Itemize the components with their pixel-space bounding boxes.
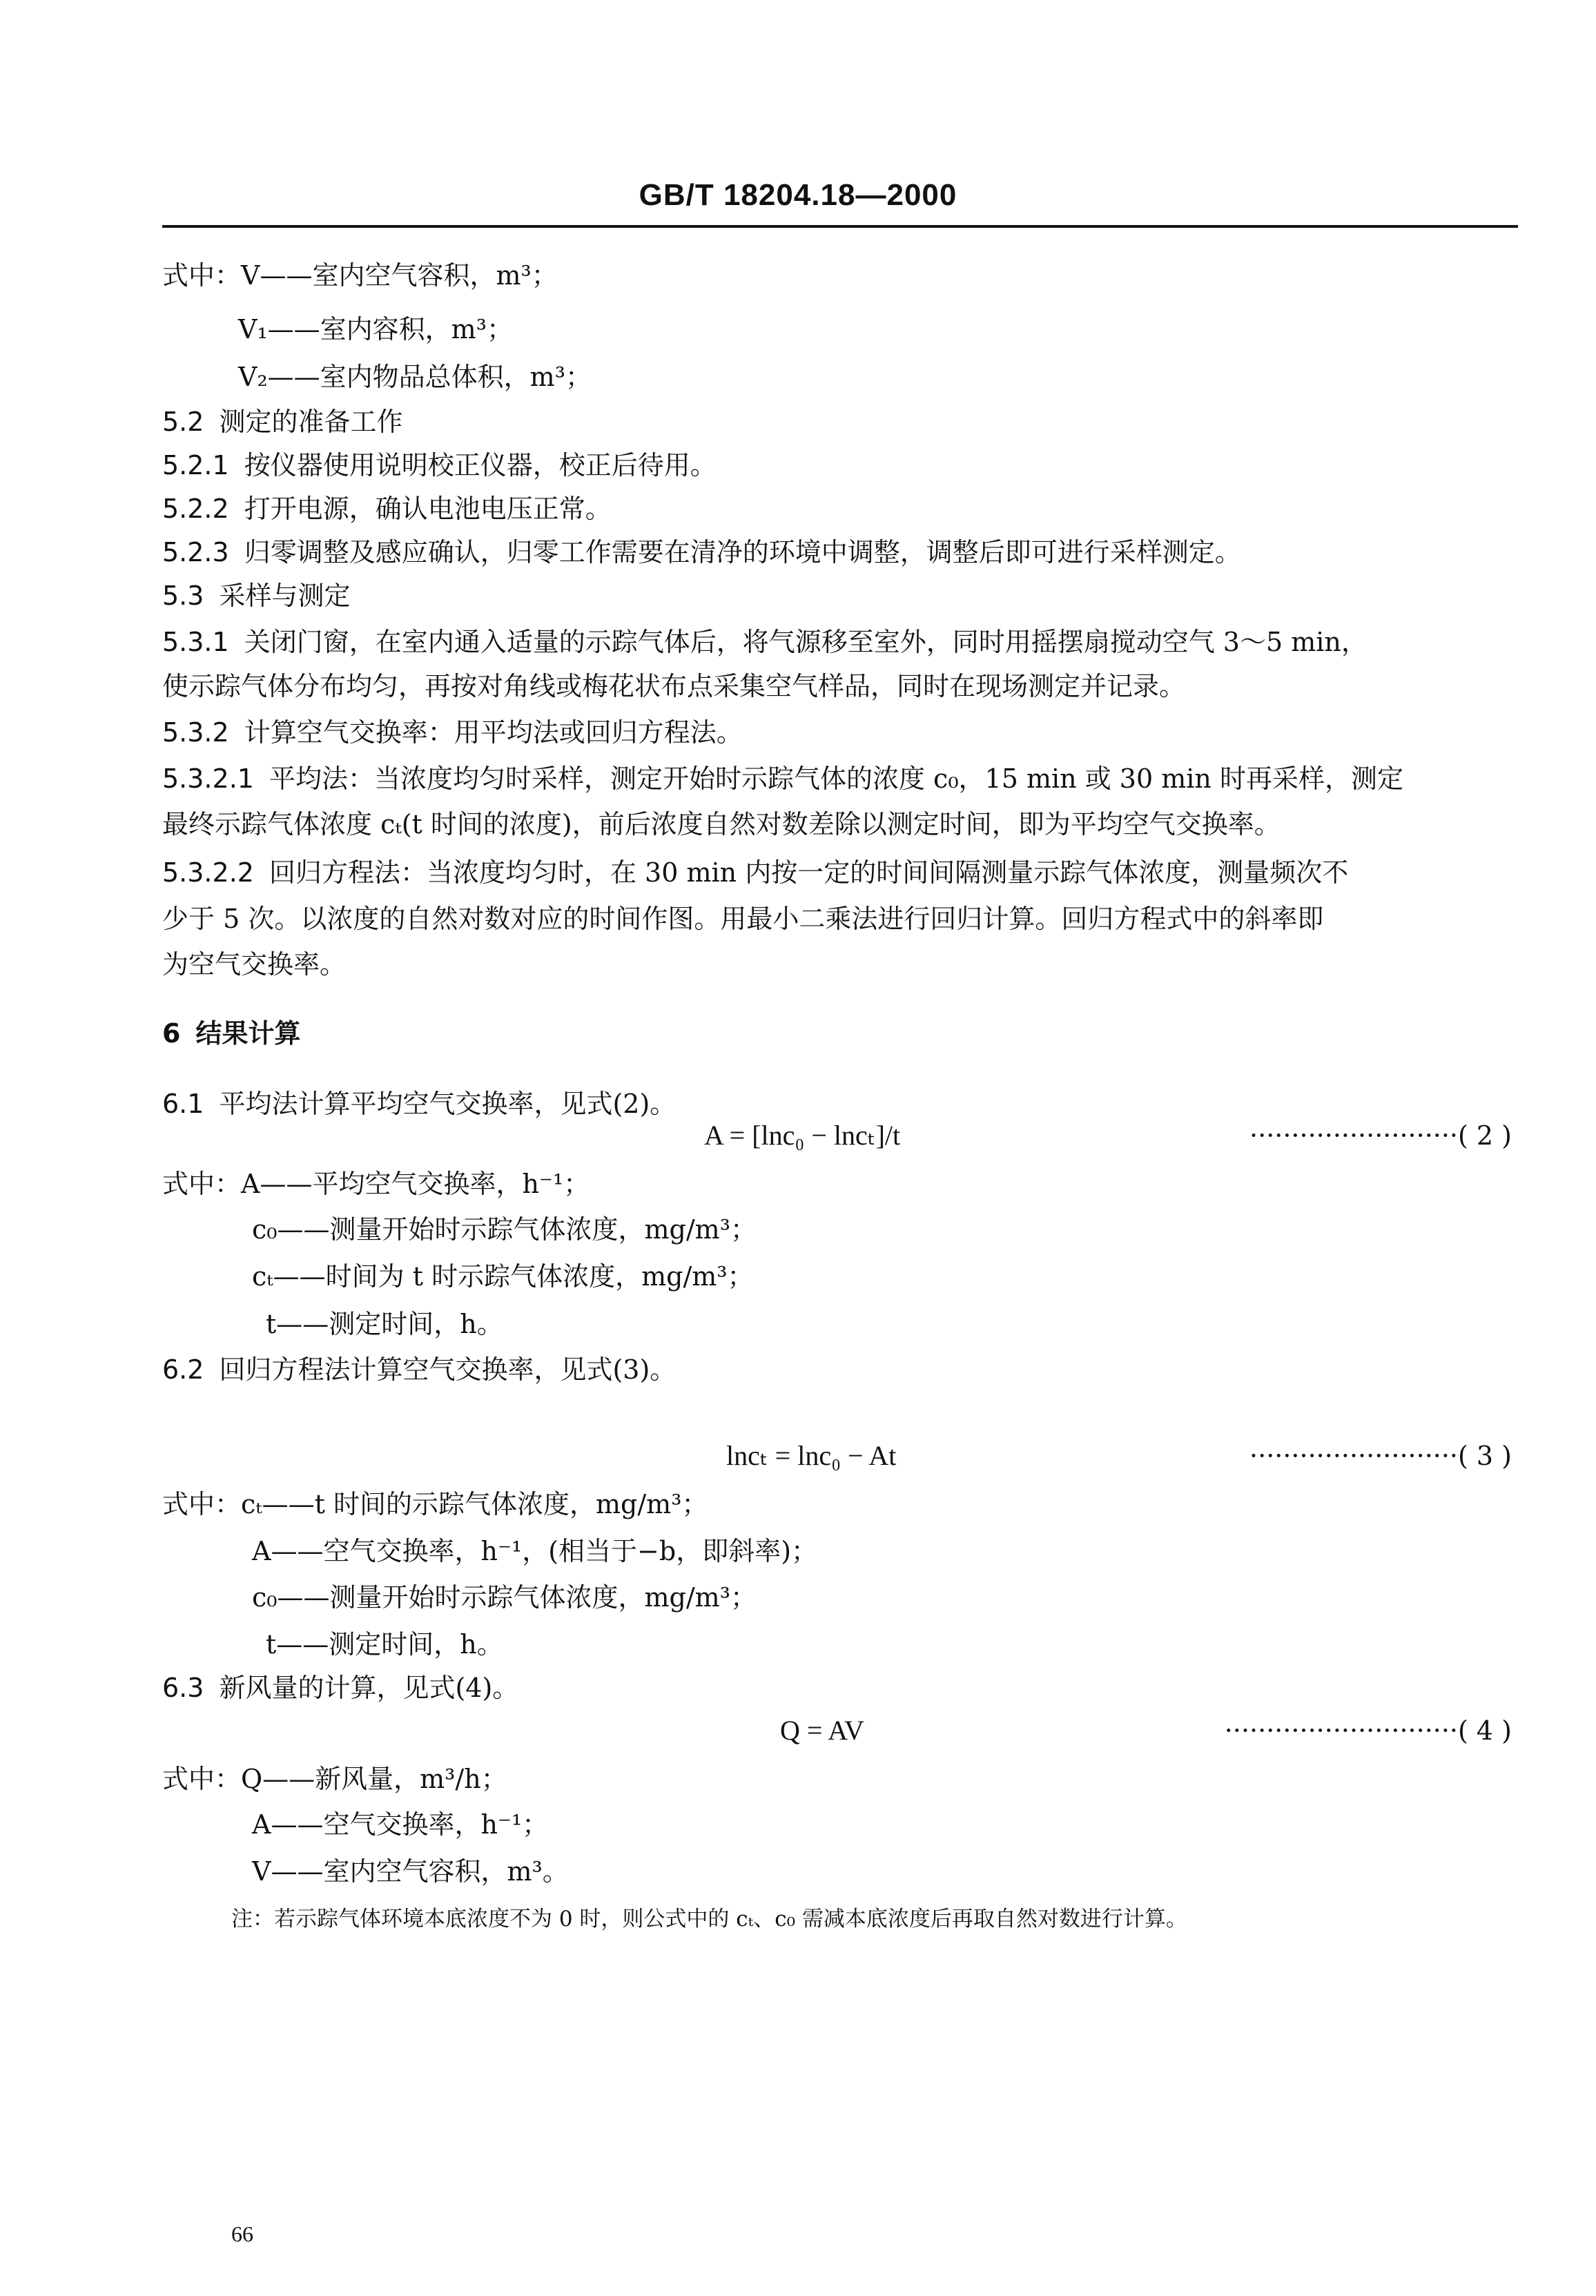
section-number: 5.3.2.1 [162,763,254,794]
equation-2: A = [lnc₀ − lncₜ]/t [704,1120,901,1151]
section-5-3-1 [162,621,1518,663]
section-text: 计算空气交换率：用平均法或回归方程法。 [244,717,743,748]
section-5-2-3 [162,531,1518,574]
section-number: 5.2 [162,407,204,437]
section-5-3 [162,574,1518,617]
section-number: 5.2.1 [162,450,229,480]
section-number: 6.1 [162,1089,204,1119]
section-text: 打开电源，确认电池电压正常。 [244,494,612,524]
section-5-2-1 [162,444,1518,487]
section-text: 平均法计算平均空气交换率，见式(2)。 [219,1089,677,1119]
section-5-2 [162,400,1518,443]
section-text: 新风量的计算，见式(4)。 [219,1673,519,1703]
where-q: 式中：Q——新风量，m³/h； [162,1764,507,1794]
equation-4: Q = AV [780,1715,864,1746]
where-a-3: A——空气交换率，h⁻¹，(相当于−b，即斜率)； [252,1536,818,1566]
section-number: 6.3 [162,1673,204,1703]
section-number: 5.3.1 [162,627,229,657]
where-ct: cₜ——时间为 t 时示踪气体浓度，mg/m³； [252,1261,754,1292]
section-5-3-1-cont: 使示踪气体分布均匀，再按对角线或梅花状布点采集空气样品，同时在现场测定并记录。 [162,671,1186,701]
section-number: 5.3.2 [162,717,229,748]
section-text: 回归方程法：当浓度均匀时，在 30 min 内按一定的时间间隔测量示踪气体浓度，测量频次不 [269,857,1349,888]
section-5-3-2-2-cont1: 少于 5 次。以浓度的自然对数对应的时间作图。用最小二乘法进行回归计算。回归方程式中的斜率即 [162,904,1324,934]
section-text: 归零调整及感应确认，归零工作需要在清净的环境中调整，调整后即可进行采样测定。 [244,537,1241,567]
section-text: 平均法：当浓度均匀时采样，测定开始时示踪气体的浓度 c₀，15 min 或 30 min 时再采样，测定 [269,763,1403,794]
section-number: 5.3.2.2 [162,857,254,888]
section-number: 6 [162,1018,181,1049]
where-ct-3: 式中：cₜ——t 时间的示踪气体浓度，mg/m³； [162,1489,708,1519]
section-5-3-2-2 [162,851,1518,894]
section-text: 回归方程法计算空气交换率，见式(3)。 [219,1354,677,1385]
section-title: 结果计算 [195,1018,301,1049]
section-number: 5.2.3 [162,537,229,567]
section-5-2-2 [162,487,1518,530]
section-5-3-2 [162,711,1518,754]
section-number: 5.2.2 [162,494,229,524]
where-v1: V₁——室内容积，m³； [238,314,513,344]
section-5-3-2-2-cont2: 为空气交换率。 [162,949,347,980]
where-t: t——测定时间，h。 [266,1309,503,1339]
section-number: 5.3 [162,581,204,611]
equation-4-number: ····························( 4 ) [1224,1715,1512,1746]
equation-3-number: ·························( 3 ) [1249,1441,1512,1471]
section-5-3-2-1-cont: 最终示踪气体浓度 cₜ(t 时间的浓度)，前后浓度自然对数差除以测定时间，即为平均空气交换率。 [162,809,1281,839]
equation-3: lncₜ = lnc₀ − At [726,1440,897,1471]
where-v-4: V——室内空气容积，m³。 [252,1856,569,1887]
equation-2-number: ·························( 2 ) [1249,1120,1512,1151]
where-v2: V₂——室内物品总体积，m³； [238,362,592,392]
where-a-4: A——空气交换率，h⁻¹； [252,1809,549,1840]
header-rule [162,225,1518,228]
section-6-2 [162,1348,1518,1391]
section-6 [162,1012,1518,1055]
section-number: 6.2 [162,1354,204,1385]
section-text: 关闭门窗，在室内通入适量的示踪气体后，将气源移至室外，同时用摇摆扇搅动空气 3～5 min， [244,627,1368,657]
section-title: 采样与测定 [219,581,351,611]
section-6-3 [162,1666,1518,1709]
where-t-3: t——测定时间，h。 [266,1629,503,1660]
page-number: 66 [231,2221,253,2246]
where-c0-3: c₀——测量开始时示踪气体浓度，mg/m³； [252,1582,757,1613]
footnote: 注：若示踪气体环境本底浓度不为 0 时，则公式中的 cₜ、c₀ 需减本底浓度后再取自然对数进行计算。 [231,1907,1187,1932]
standard-header: GB/T 18204.18—2000 [639,178,957,212]
where-c0: c₀——测量开始时示踪气体浓度，mg/m³； [252,1214,757,1245]
section-5-3-2-1 [162,757,1518,800]
section-text: 按仪器使用说明校正仪器，校正后待用。 [244,450,717,480]
where-v: 式中：V——室内空气容积，m³； [162,260,558,291]
section-title: 测定的准备工作 [219,407,403,437]
where-a: 式中：A——平均空气交换率，h⁻¹； [162,1169,590,1199]
